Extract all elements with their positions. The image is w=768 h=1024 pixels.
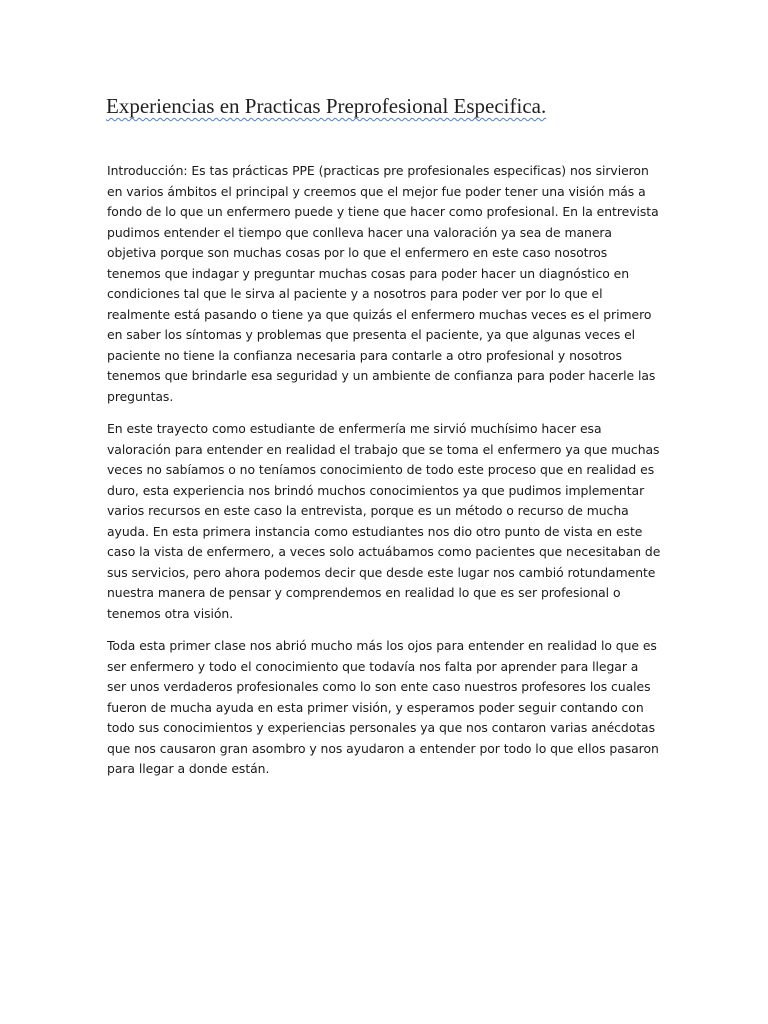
paragraph-trayecto: En este trayecto como estudiante de enfermería me sirvió muchísimo hacer esa valoración para entender en realidad el trabajo que se toma el enfermero ya que muchas veces no sabíamos o no teníamos conocimiento de todo este proceso que en realidad es duro, esta experiencia nos brindó muchos conocimientos ya que pudimos implementar varios recursos en este caso la entrevista, porque es un método o recurso de mucha ayuda. En esta primera instancia como estudiantes nos dio otro punto de vista en este caso la vista de enfermero, a veces solo actuábamos como pacientes que necesitaban de sus servicios, pero ahora podemos decir que desde este lugar nos cambió rotundamente nuestra manera de pensar y comprendemos en realidad lo que es ser profesional o tenemos otra visión. <box>107 421 661 621</box>
paragraph-introduccion: Introducción: Es tas prácticas PPE (practicas pre profesionales especificas) nos sirvieron en varios ámbitos el principal y creemos que el mejor fue poder tener una visión más a fondo de lo que un enfermero puede y tiene que hacer como profesional. En la entrevista pudimos entender el tiempo que conlleva hacer una valoración ya sea de manera objetiva porque son muchas cosas por lo que el enfermero en este caso nosotros tenemos que indagar y preguntar muchas cosas para poder hacer un diagnóstico en condiciones tal que le sirva al paciente y a nosotros para poder ver por lo que el realmente está pasando o tiene ya que quizás el enfermero muchas veces es el primero en saber los síntomas y problemas que presenta el paciente, ya que algunas veces el paciente no tiene la confianza necesaria para contarle a otro profesional y nosotros tenemos que brindarle esa seguridad y un ambiente de confianza para poder hacerle las preguntas. <box>107 163 659 404</box>
paragraph-primer-clase: Toda esta primer clase nos abrió mucho más los ojos para entender en realidad lo que es ser enfermero y todo el conocimiento que todavía nos falta por aprender para llegar a ser unos verdaderos profesionales como lo son ente caso nuestros profesores los cuales fueron de mucha ayuda en esta primer visión, y esperamos poder seguir contando con todo sus conocimientos y experiencias personales ya que nos contaron varias anécdotas que nos causaron gran asombro y nos ayudaron a entender por todo lo que ellos pasaron para llegar a donde están. <box>107 638 659 776</box>
document-title: Experiencias en Practicas Preprofesional Especifica. <box>106 94 547 118</box>
document-body <box>107 161 661 792</box>
